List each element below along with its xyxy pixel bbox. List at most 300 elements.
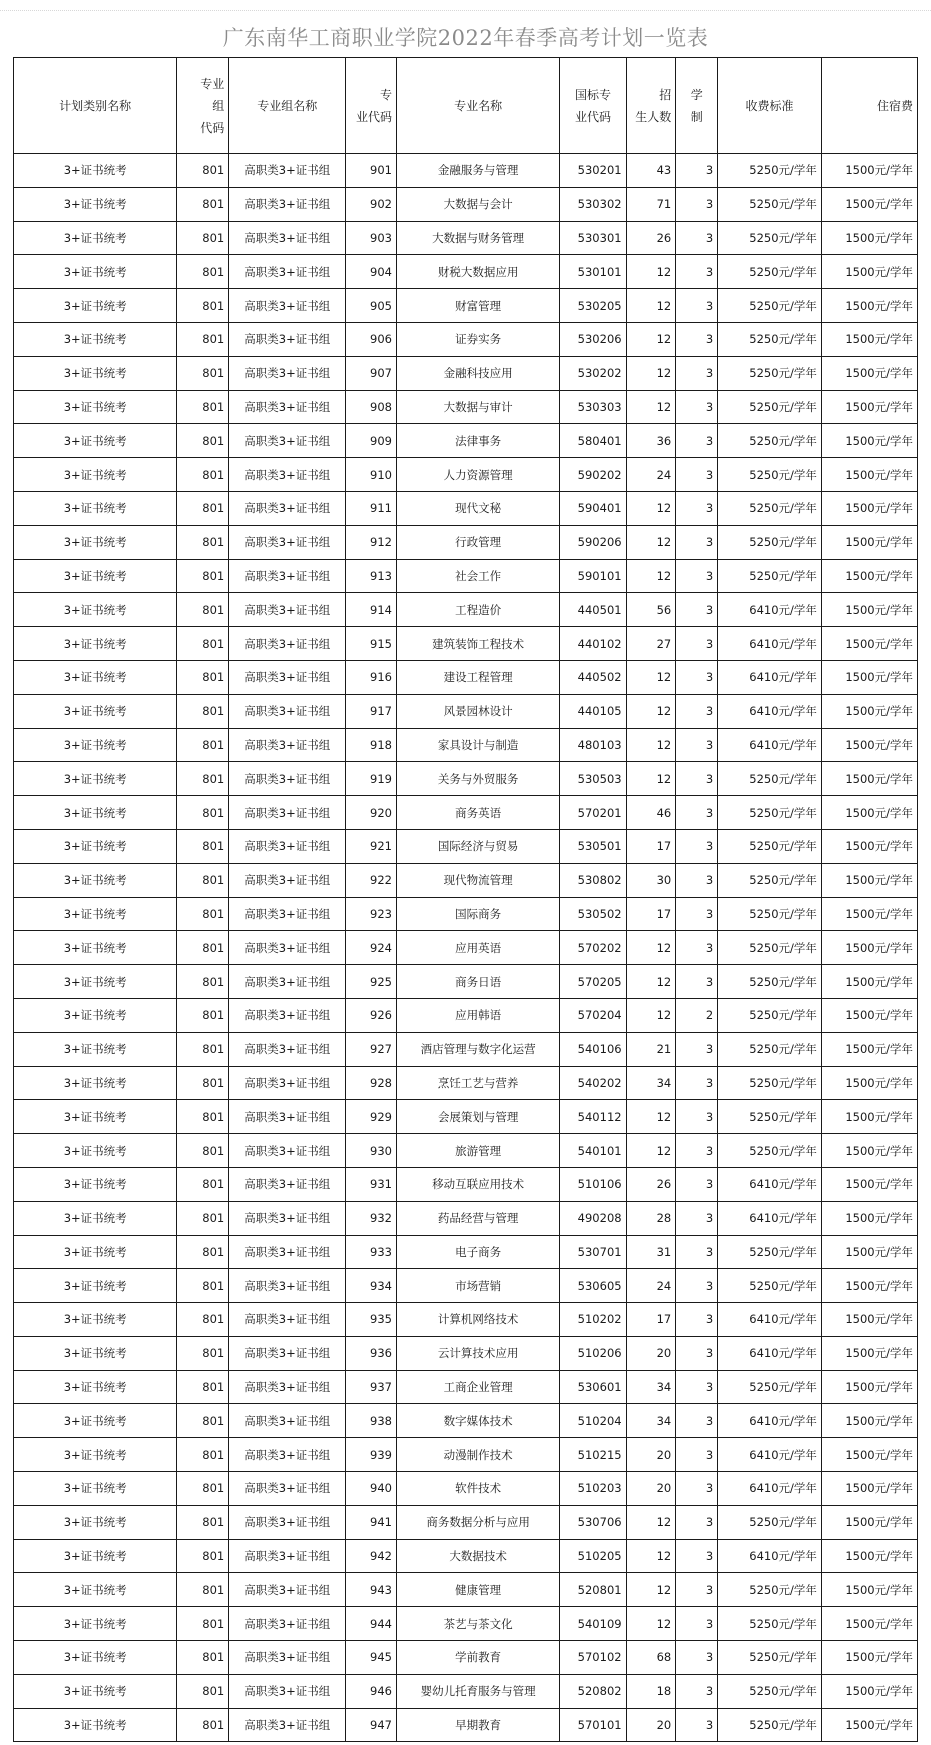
table-row bbox=[14, 1100, 918, 1134]
cell-group-code: 801 bbox=[177, 796, 229, 830]
cell-enroll: 12 bbox=[626, 1134, 676, 1168]
cell-group-code: 801 bbox=[177, 1674, 229, 1708]
cell-dorm: 1500元/学年 bbox=[821, 694, 917, 728]
cell-group-name: 高职类3+证书组 bbox=[229, 998, 346, 1032]
cell-group-name: 高职类3+证书组 bbox=[229, 1303, 346, 1337]
cell-major-name: 应用韩语 bbox=[397, 998, 560, 1032]
cell-major-name: 社会工作 bbox=[397, 559, 560, 593]
cell-major-code: 929 bbox=[346, 1100, 397, 1134]
cell-group-code: 801 bbox=[177, 829, 229, 863]
cell-group-code: 801 bbox=[177, 255, 229, 289]
cell-dorm: 1500元/学年 bbox=[821, 356, 917, 390]
cell-major-code: 943 bbox=[346, 1573, 397, 1607]
cell-enroll: 20 bbox=[626, 1438, 676, 1472]
cell-major-name: 会展策划与管理 bbox=[397, 1100, 560, 1134]
cell-major-code: 919 bbox=[346, 762, 397, 796]
cell-group-name: 高职类3+证书组 bbox=[229, 965, 346, 999]
enrollment-plan-table bbox=[13, 57, 918, 1742]
cell-major-name: 云计算技术应用 bbox=[397, 1336, 560, 1370]
cell-dorm: 1500元/学年 bbox=[821, 424, 917, 458]
cell-fee: 5250元/学年 bbox=[718, 525, 822, 559]
cell-national-code: 580401 bbox=[560, 424, 626, 458]
cell-years: 3 bbox=[676, 322, 718, 356]
cell-dorm: 1500元/学年 bbox=[821, 1336, 917, 1370]
cell-group-name: 高职类3+证书组 bbox=[229, 694, 346, 728]
cell-dorm: 1500元/学年 bbox=[821, 1100, 917, 1134]
cell-enroll: 12 bbox=[626, 1539, 676, 1573]
cell-group-code: 801 bbox=[177, 897, 229, 931]
header-group-code: 专业 组 代码 bbox=[177, 58, 229, 154]
cell-group-code: 801 bbox=[177, 863, 229, 897]
cell-enroll: 17 bbox=[626, 1303, 676, 1337]
cell-group-name: 高职类3+证书组 bbox=[229, 356, 346, 390]
cell-fee: 5250元/学年 bbox=[718, 1573, 822, 1607]
cell-years: 3 bbox=[676, 390, 718, 424]
cell-major-code: 946 bbox=[346, 1674, 397, 1708]
cell-group-name: 高职类3+证书组 bbox=[229, 1472, 346, 1506]
cell-dorm: 1500元/学年 bbox=[821, 593, 917, 627]
cell-years: 3 bbox=[676, 424, 718, 458]
table-row bbox=[14, 660, 918, 694]
cell-enroll: 12 bbox=[626, 255, 676, 289]
cell-major-name: 市场营销 bbox=[397, 1269, 560, 1303]
cell-enroll: 17 bbox=[626, 829, 676, 863]
cell-fee: 5250元/学年 bbox=[718, 255, 822, 289]
cell-national-code: 490208 bbox=[560, 1201, 626, 1235]
cell-national-code: 530101 bbox=[560, 255, 626, 289]
cell-national-code: 510205 bbox=[560, 1539, 626, 1573]
cell-years: 3 bbox=[676, 1472, 718, 1506]
cell-plan-type: 3+证书统考 bbox=[14, 491, 177, 525]
cell-fee: 5250元/学年 bbox=[718, 1269, 822, 1303]
table-row bbox=[14, 491, 918, 525]
cell-years: 3 bbox=[676, 1100, 718, 1134]
cell-years: 3 bbox=[676, 796, 718, 830]
cell-dorm: 1500元/学年 bbox=[821, 1472, 917, 1506]
cell-national-code: 540109 bbox=[560, 1607, 626, 1641]
cell-fee: 5250元/学年 bbox=[718, 1674, 822, 1708]
cell-enroll: 12 bbox=[626, 289, 676, 323]
cell-group-code: 801 bbox=[177, 559, 229, 593]
cell-plan-type: 3+证书统考 bbox=[14, 1134, 177, 1168]
table-row bbox=[14, 1674, 918, 1708]
cell-national-code: 530205 bbox=[560, 289, 626, 323]
cell-dorm: 1500元/学年 bbox=[821, 559, 917, 593]
table-row bbox=[14, 1438, 918, 1472]
cell-national-code: 530605 bbox=[560, 1269, 626, 1303]
cell-years: 3 bbox=[676, 1134, 718, 1168]
cell-group-code: 801 bbox=[177, 1235, 229, 1269]
cell-group-name: 高职类3+证书组 bbox=[229, 1100, 346, 1134]
page-title: 广东南华工商职业学院2022年春季高考计划一览表 bbox=[222, 26, 709, 50]
cell-national-code: 510202 bbox=[560, 1303, 626, 1337]
cell-years: 3 bbox=[676, 1505, 718, 1539]
table-row bbox=[14, 1573, 918, 1607]
table-row bbox=[14, 796, 918, 830]
cell-major-name: 移动互联应用技术 bbox=[397, 1167, 560, 1201]
table-row bbox=[14, 1032, 918, 1066]
cell-group-name: 高职类3+证书组 bbox=[229, 1134, 346, 1168]
cell-major-name: 证券实务 bbox=[397, 322, 560, 356]
cell-group-name: 高职类3+证书组 bbox=[229, 829, 346, 863]
table-row bbox=[14, 998, 918, 1032]
cell-fee: 5250元/学年 bbox=[718, 1066, 822, 1100]
header-major-name: 专业名称 bbox=[397, 58, 560, 154]
cell-major-name: 应用英语 bbox=[397, 931, 560, 965]
cell-national-code: 510203 bbox=[560, 1472, 626, 1506]
table-row bbox=[14, 289, 918, 323]
cell-major-name: 工商企业管理 bbox=[397, 1370, 560, 1404]
cell-fee: 6410元/学年 bbox=[718, 1539, 822, 1573]
cell-major-name: 健康管理 bbox=[397, 1573, 560, 1607]
cell-national-code: 510206 bbox=[560, 1336, 626, 1370]
cell-dorm: 1500元/学年 bbox=[821, 1641, 917, 1675]
cell-major-code: 937 bbox=[346, 1370, 397, 1404]
cell-fee: 6410元/学年 bbox=[718, 1336, 822, 1370]
cell-plan-type: 3+证书统考 bbox=[14, 1370, 177, 1404]
table-row bbox=[14, 829, 918, 863]
cell-plan-type: 3+证书统考 bbox=[14, 1032, 177, 1066]
cell-major-name: 家具设计与制造 bbox=[397, 728, 560, 762]
cell-dorm: 1500元/学年 bbox=[821, 1573, 917, 1607]
cell-group-name: 高职类3+证书组 bbox=[229, 1708, 346, 1742]
cell-major-code: 907 bbox=[346, 356, 397, 390]
cell-plan-type: 3+证书统考 bbox=[14, 931, 177, 965]
cell-years: 3 bbox=[676, 1032, 718, 1066]
cell-fee: 6410元/学年 bbox=[718, 1167, 822, 1201]
cell-plan-type: 3+证书统考 bbox=[14, 897, 177, 931]
cell-group-code: 801 bbox=[177, 1303, 229, 1337]
cell-major-name: 行政管理 bbox=[397, 525, 560, 559]
table-row bbox=[14, 356, 918, 390]
cell-group-name: 高职类3+证书组 bbox=[229, 289, 346, 323]
cell-dorm: 1500元/学年 bbox=[821, 289, 917, 323]
cell-group-name: 高职类3+证书组 bbox=[229, 1674, 346, 1708]
cell-national-code: 570202 bbox=[560, 931, 626, 965]
cell-fee: 5250元/学年 bbox=[718, 762, 822, 796]
cell-fee: 5250元/学年 bbox=[718, 458, 822, 492]
cell-major-code: 941 bbox=[346, 1505, 397, 1539]
cell-fee: 5250元/学年 bbox=[718, 322, 822, 356]
cell-national-code: 530206 bbox=[560, 322, 626, 356]
cell-major-code: 902 bbox=[346, 187, 397, 221]
cell-dorm: 1500元/学年 bbox=[821, 1066, 917, 1100]
cell-enroll: 18 bbox=[626, 1674, 676, 1708]
cell-group-code: 801 bbox=[177, 1539, 229, 1573]
cell-fee: 5250元/学年 bbox=[718, 1235, 822, 1269]
cell-group-name: 高职类3+证书组 bbox=[229, 154, 346, 188]
cell-years: 3 bbox=[676, 829, 718, 863]
cell-major-code: 916 bbox=[346, 660, 397, 694]
cell-group-code: 801 bbox=[177, 458, 229, 492]
header-plan-type: 计划类别名称 bbox=[14, 58, 177, 154]
cell-major-code: 924 bbox=[346, 931, 397, 965]
cell-major-name: 学前教育 bbox=[397, 1641, 560, 1675]
cell-major-name: 国际经济与贸易 bbox=[397, 829, 560, 863]
cell-plan-type: 3+证书统考 bbox=[14, 1539, 177, 1573]
cell-major-name: 大数据与会计 bbox=[397, 187, 560, 221]
cell-national-code: 520801 bbox=[560, 1573, 626, 1607]
cell-group-code: 801 bbox=[177, 1573, 229, 1607]
header-major-code: 专 业代码 bbox=[346, 58, 397, 154]
cell-national-code: 590206 bbox=[560, 525, 626, 559]
cell-enroll: 12 bbox=[626, 1100, 676, 1134]
cell-enroll: 26 bbox=[626, 1167, 676, 1201]
cell-plan-type: 3+证书统考 bbox=[14, 289, 177, 323]
cell-national-code: 440501 bbox=[560, 593, 626, 627]
cell-major-code: 917 bbox=[346, 694, 397, 728]
cell-dorm: 1500元/学年 bbox=[821, 1167, 917, 1201]
cell-plan-type: 3+证书统考 bbox=[14, 1235, 177, 1269]
cell-group-code: 801 bbox=[177, 694, 229, 728]
cell-major-code: 932 bbox=[346, 1201, 397, 1235]
cell-dorm: 1500元/学年 bbox=[821, 390, 917, 424]
cell-group-code: 801 bbox=[177, 1201, 229, 1235]
cell-years: 3 bbox=[676, 1674, 718, 1708]
cell-plan-type: 3+证书统考 bbox=[14, 356, 177, 390]
cell-plan-type: 3+证书统考 bbox=[14, 762, 177, 796]
table-row bbox=[14, 1134, 918, 1168]
table-row bbox=[14, 762, 918, 796]
cell-national-code: 530502 bbox=[560, 897, 626, 931]
cell-group-code: 801 bbox=[177, 1336, 229, 1370]
table-row bbox=[14, 931, 918, 965]
cell-years: 3 bbox=[676, 255, 718, 289]
cell-dorm: 1500元/学年 bbox=[821, 829, 917, 863]
table-row bbox=[14, 965, 918, 999]
cell-national-code: 570201 bbox=[560, 796, 626, 830]
cell-fee: 5250元/学年 bbox=[718, 491, 822, 525]
cell-years: 3 bbox=[676, 1066, 718, 1100]
cell-dorm: 1500元/学年 bbox=[821, 255, 917, 289]
cell-major-code: 938 bbox=[346, 1404, 397, 1438]
cell-fee: 5250元/学年 bbox=[718, 796, 822, 830]
cell-national-code: 590101 bbox=[560, 559, 626, 593]
cell-dorm: 1500元/学年 bbox=[821, 1674, 917, 1708]
cell-enroll: 27 bbox=[626, 627, 676, 661]
cell-plan-type: 3+证书统考 bbox=[14, 1573, 177, 1607]
header-fee: 收费标准 bbox=[718, 58, 822, 154]
cell-plan-type: 3+证书统考 bbox=[14, 1167, 177, 1201]
cell-enroll: 12 bbox=[626, 694, 676, 728]
cell-enroll: 12 bbox=[626, 1573, 676, 1607]
cell-enroll: 21 bbox=[626, 1032, 676, 1066]
table-row bbox=[14, 1505, 918, 1539]
cell-enroll: 12 bbox=[626, 998, 676, 1032]
cell-national-code: 520802 bbox=[560, 1674, 626, 1708]
cell-major-name: 茶艺与茶文化 bbox=[397, 1607, 560, 1641]
cell-years: 3 bbox=[676, 356, 718, 390]
cell-years: 3 bbox=[676, 694, 718, 728]
cell-years: 3 bbox=[676, 1438, 718, 1472]
cell-plan-type: 3+证书统考 bbox=[14, 829, 177, 863]
cell-enroll: 12 bbox=[626, 525, 676, 559]
cell-fee: 6410元/学年 bbox=[718, 660, 822, 694]
cell-group-name: 高职类3+证书组 bbox=[229, 728, 346, 762]
table-row bbox=[14, 1066, 918, 1100]
cell-years: 3 bbox=[676, 525, 718, 559]
cell-national-code: 570101 bbox=[560, 1708, 626, 1742]
cell-plan-type: 3+证书统考 bbox=[14, 1674, 177, 1708]
cell-plan-type: 3+证书统考 bbox=[14, 660, 177, 694]
cell-major-name: 烹饪工艺与营养 bbox=[397, 1066, 560, 1100]
cell-group-name: 高职类3+证书组 bbox=[229, 1539, 346, 1573]
header-enroll: 招 生人数 bbox=[626, 58, 676, 154]
cell-group-code: 801 bbox=[177, 1167, 229, 1201]
cell-group-name: 高职类3+证书组 bbox=[229, 1370, 346, 1404]
table-row bbox=[14, 525, 918, 559]
cell-major-name: 建筑装饰工程技术 bbox=[397, 627, 560, 661]
cell-enroll: 36 bbox=[626, 424, 676, 458]
cell-national-code: 570102 bbox=[560, 1641, 626, 1675]
cell-dorm: 1500元/学年 bbox=[821, 1201, 917, 1235]
cell-group-name: 高职类3+证书组 bbox=[229, 221, 346, 255]
cell-dorm: 1500元/学年 bbox=[821, 1032, 917, 1066]
cell-major-name: 旅游管理 bbox=[397, 1134, 560, 1168]
cell-group-name: 高职类3+证书组 bbox=[229, 1201, 346, 1235]
cell-national-code: 530301 bbox=[560, 221, 626, 255]
cell-fee: 6410元/学年 bbox=[718, 1438, 822, 1472]
cell-years: 3 bbox=[676, 1708, 718, 1742]
cell-national-code: 510106 bbox=[560, 1167, 626, 1201]
table-row bbox=[14, 863, 918, 897]
cell-group-name: 高职类3+证书组 bbox=[229, 1336, 346, 1370]
table-row bbox=[14, 1269, 918, 1303]
cell-plan-type: 3+证书统考 bbox=[14, 1100, 177, 1134]
cell-national-code: 570205 bbox=[560, 965, 626, 999]
table-row bbox=[14, 593, 918, 627]
table-row bbox=[14, 1472, 918, 1506]
cell-group-name: 高职类3+证书组 bbox=[229, 559, 346, 593]
cell-years: 3 bbox=[676, 458, 718, 492]
cell-major-code: 926 bbox=[346, 998, 397, 1032]
cell-group-code: 801 bbox=[177, 289, 229, 323]
cell-enroll: 12 bbox=[626, 356, 676, 390]
cell-group-name: 高职类3+证书组 bbox=[229, 1573, 346, 1607]
cell-group-code: 801 bbox=[177, 322, 229, 356]
cell-dorm: 1500元/学年 bbox=[821, 998, 917, 1032]
cell-years: 3 bbox=[676, 1201, 718, 1235]
top-divider bbox=[0, 10, 931, 11]
cell-major-code: 903 bbox=[346, 221, 397, 255]
header-dorm: 住宿费 bbox=[821, 58, 917, 154]
cell-fee: 6410元/学年 bbox=[718, 593, 822, 627]
cell-enroll: 43 bbox=[626, 154, 676, 188]
cell-group-code: 801 bbox=[177, 965, 229, 999]
cell-national-code: 480103 bbox=[560, 728, 626, 762]
table-row bbox=[14, 187, 918, 221]
cell-group-code: 801 bbox=[177, 1641, 229, 1675]
cell-plan-type: 3+证书统考 bbox=[14, 1269, 177, 1303]
cell-major-code: 908 bbox=[346, 390, 397, 424]
table-row bbox=[14, 1370, 918, 1404]
cell-national-code: 590401 bbox=[560, 491, 626, 525]
table-row bbox=[14, 322, 918, 356]
cell-national-code: 540106 bbox=[560, 1032, 626, 1066]
cell-dorm: 1500元/学年 bbox=[821, 863, 917, 897]
cell-years: 3 bbox=[676, 762, 718, 796]
cell-years: 3 bbox=[676, 1167, 718, 1201]
cell-major-name: 金融服务与管理 bbox=[397, 154, 560, 188]
cell-dorm: 1500元/学年 bbox=[821, 627, 917, 661]
cell-major-code: 942 bbox=[346, 1539, 397, 1573]
cell-major-code: 922 bbox=[346, 863, 397, 897]
cell-national-code: 530701 bbox=[560, 1235, 626, 1269]
cell-fee: 5250元/学年 bbox=[718, 829, 822, 863]
cell-major-name: 商务英语 bbox=[397, 796, 560, 830]
cell-plan-type: 3+证书统考 bbox=[14, 458, 177, 492]
cell-enroll: 12 bbox=[626, 728, 676, 762]
cell-major-code: 939 bbox=[346, 1438, 397, 1472]
cell-fee: 5250元/学年 bbox=[718, 1708, 822, 1742]
cell-group-name: 高职类3+证书组 bbox=[229, 390, 346, 424]
cell-dorm: 1500元/学年 bbox=[821, 1505, 917, 1539]
cell-group-name: 高职类3+证书组 bbox=[229, 1235, 346, 1269]
cell-major-name: 大数据与审计 bbox=[397, 390, 560, 424]
cell-group-code: 801 bbox=[177, 154, 229, 188]
cell-group-name: 高职类3+证书组 bbox=[229, 1438, 346, 1472]
cell-plan-type: 3+证书统考 bbox=[14, 322, 177, 356]
header-years: 学 制 bbox=[676, 58, 718, 154]
cell-major-code: 904 bbox=[346, 255, 397, 289]
cell-group-code: 801 bbox=[177, 1438, 229, 1472]
table-row bbox=[14, 694, 918, 728]
cell-plan-type: 3+证书统考 bbox=[14, 728, 177, 762]
table-row bbox=[14, 458, 918, 492]
cell-group-code: 801 bbox=[177, 627, 229, 661]
cell-years: 2 bbox=[676, 998, 718, 1032]
table-row bbox=[14, 154, 918, 188]
cell-group-name: 高职类3+证书组 bbox=[229, 627, 346, 661]
cell-national-code: 570204 bbox=[560, 998, 626, 1032]
cell-major-name: 药品经营与管理 bbox=[397, 1201, 560, 1235]
cell-years: 3 bbox=[676, 289, 718, 323]
cell-enroll: 46 bbox=[626, 796, 676, 830]
cell-major-code: 914 bbox=[346, 593, 397, 627]
cell-years: 3 bbox=[676, 1607, 718, 1641]
table-row bbox=[14, 424, 918, 458]
cell-major-name: 商务日语 bbox=[397, 965, 560, 999]
cell-dorm: 1500元/学年 bbox=[821, 796, 917, 830]
cell-national-code: 530501 bbox=[560, 829, 626, 863]
cell-major-code: 915 bbox=[346, 627, 397, 661]
table-row bbox=[14, 1167, 918, 1201]
cell-major-name: 建设工程管理 bbox=[397, 660, 560, 694]
cell-major-code: 906 bbox=[346, 322, 397, 356]
cell-dorm: 1500元/学年 bbox=[821, 1303, 917, 1337]
cell-major-code: 927 bbox=[346, 1032, 397, 1066]
cell-enroll: 12 bbox=[626, 1505, 676, 1539]
cell-plan-type: 3+证书统考 bbox=[14, 1201, 177, 1235]
cell-years: 3 bbox=[676, 1539, 718, 1573]
cell-years: 3 bbox=[676, 1404, 718, 1438]
table-row bbox=[14, 221, 918, 255]
cell-fee: 6410元/学年 bbox=[718, 728, 822, 762]
table-header-row bbox=[14, 58, 918, 154]
cell-major-code: 913 bbox=[346, 559, 397, 593]
cell-national-code: 440102 bbox=[560, 627, 626, 661]
cell-enroll: 20 bbox=[626, 1336, 676, 1370]
cell-group-name: 高职类3+证书组 bbox=[229, 187, 346, 221]
cell-plan-type: 3+证书统考 bbox=[14, 1607, 177, 1641]
cell-major-code: 933 bbox=[346, 1235, 397, 1269]
cell-years: 3 bbox=[676, 627, 718, 661]
cell-years: 3 bbox=[676, 965, 718, 999]
cell-plan-type: 3+证书统考 bbox=[14, 593, 177, 627]
cell-plan-type: 3+证书统考 bbox=[14, 1472, 177, 1506]
cell-major-code: 931 bbox=[346, 1167, 397, 1201]
cell-major-name: 现代物流管理 bbox=[397, 863, 560, 897]
